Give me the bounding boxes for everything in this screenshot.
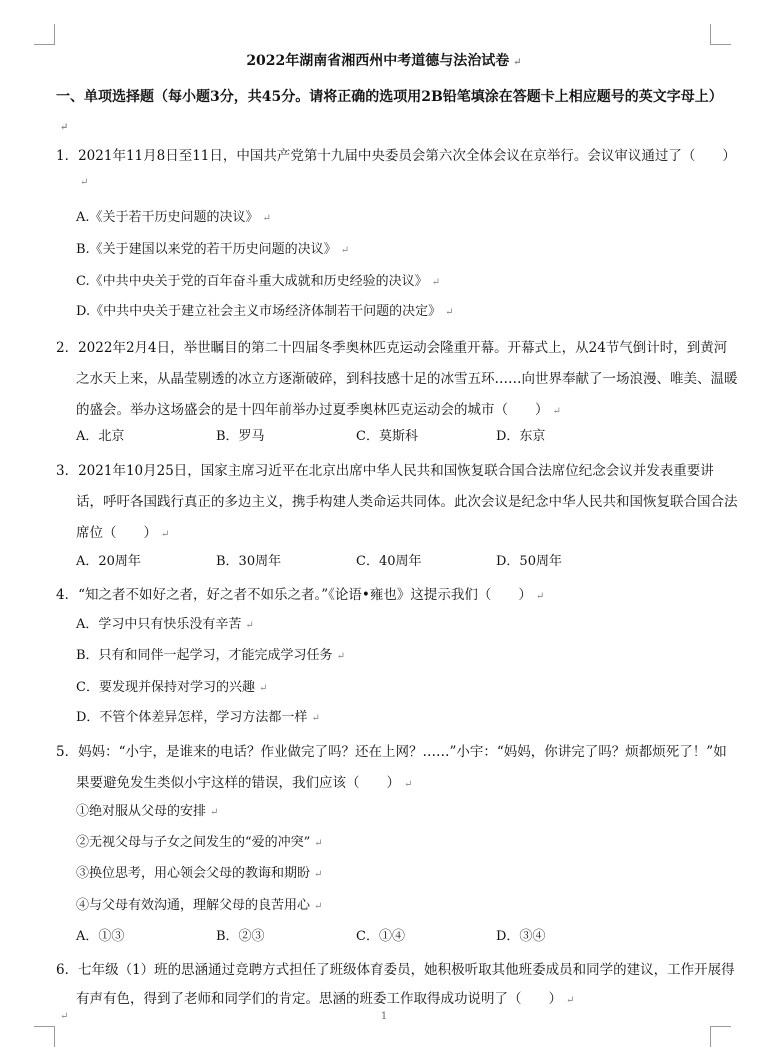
question-3-options xyxy=(76,552,636,572)
question-3-stem: 3．2021年10月25日，国家主席习近平在北京出席中华人民共和国恢复联合国合法席位纪念会议并发表重要讲话，呼吁各国践行真正的多边主义，携手构建人类命运共同体。此次会议是纪念中华人民共和国恢复联合国合法席位（ ） ↵ xyxy=(56,463,738,541)
question-5-statement-4: ④与父母有效沟通，理解父母的良苦用心 ↵ xyxy=(76,898,323,913)
question-5-statement-1: ①绝对服从父母的安排 ↵ xyxy=(76,804,219,819)
section-heading: 一、单项选择题（每小题3分，共45分。请将正确的选项用2B铅笔填涂在答题卡上相应题号的英文字母上）↵ xyxy=(56,89,723,133)
question-2-option-c: C．莫斯科 xyxy=(356,429,418,444)
question-1-option-a: A.《关于若干历史问题的决议》 ↵ xyxy=(76,210,271,225)
crop-mark-top-right xyxy=(710,24,731,45)
crop-mark-bottom-left xyxy=(34,1026,55,1047)
question-3-option-c: C．40周年 xyxy=(356,554,422,569)
question-3-option-a: A．20周年 xyxy=(76,554,141,569)
crop-mark-top-left xyxy=(34,24,55,45)
question-5-option-d: D．③④ xyxy=(496,929,546,944)
question-5-options xyxy=(76,927,636,947)
question-1-option-b: B.《关于建国以来党的若干历史问题的决议》 ↵ xyxy=(76,242,350,257)
question-2-options xyxy=(76,427,636,447)
question-5-statement-3: ③换位思考，用心领会父母的教诲和期盼 ↵ xyxy=(76,866,323,881)
question-5-option-b: B．②③ xyxy=(216,929,265,944)
question-4-option-b: B．只有和同伴一起学习，才能完成学习任务 ↵ xyxy=(76,648,345,663)
question-2-option-b: B．罗马 xyxy=(216,429,265,444)
question-5-option-a: A．①③ xyxy=(76,929,125,944)
question-5-option-c: C．①④ xyxy=(356,929,405,944)
page-number: 1 xyxy=(380,1011,388,1022)
question-3-option-b: B．30周年 xyxy=(216,554,282,569)
question-4-option-d: D．不管个体差异怎样，学习方法都一样 ↵ xyxy=(76,710,320,725)
question-2-option-a: A．北京 xyxy=(76,429,125,444)
question-4-option-c: C．要发现并保持对学习的兴趣 ↵ xyxy=(76,680,268,695)
question-4-option-a: A．学习中只有快乐没有辛苦 ↵ xyxy=(76,617,254,632)
question-5-stem: 5．妈妈：“小宇，是谁来的电话？作业做完了吗？还在上网？……”小宇：“妈妈，你讲完了吗？烦都烦死了！”如果要避免发生类似小宇这样的错误，我们应该（ ） ↵ xyxy=(56,744,727,791)
question-1-option-d: D.《中共中央关于建立社会主义市场经济体制若干问题的决定》 ↵ xyxy=(76,304,454,319)
question-2-option-d: D．东京 xyxy=(496,429,546,444)
question-4-stem: 4．“知之者不如好之者，好之者不如乐之者。”《论语•雍也》这提示我们（ ） ↵ xyxy=(56,587,545,603)
question-5-statement-2: ②无视父母与子女之间发生的“爱的冲突” ↵ xyxy=(76,835,323,850)
question-3-option-d: D．50周年 xyxy=(496,554,562,569)
crop-mark-bottom-right xyxy=(710,1026,731,1047)
footer-paragraph-mark: ↵ xyxy=(60,1011,69,1022)
page-title: 2022年湖南省湘西州中考道德与法治试卷 ↵ xyxy=(246,53,522,69)
question-1-option-c: C.《中共中央关于党的百年奋斗重大成就和历史经验的决议》 ↵ xyxy=(76,274,441,289)
question-2-stem: 2．2022年2月4日，举世瞩目的第二十四届冬季奥林匹克运动会隆重开幕。开幕式上，从24节气倒计时，到黄河之水天上来，从晶莹剔透的冰立方逐渐破碎，到科技感十足的冰雪五环……向世界奉献了一场浪漫、唯美、温暖的盛会。举办这场盛会的是十四年前举办过夏季奥林匹克运动会的城市（ ） ↵ xyxy=(56,340,738,418)
question-1-stem: 1．2021年11月8日至11日，中国共产党第十九届中央委员会第六次全体会议在京举行。会议审议通过了（ ）↵ xyxy=(56,148,736,188)
question-6-stem: 6．七年级（1）班的思涵通过竞聘方式担任了班级体育委员，她积极听取其他班委成员和同学的建议，工作开展得有声有色，得到了老师和同学们的肯定。思涵的班委工作取得成功说明了（ ） ↵ xyxy=(56,962,735,1007)
